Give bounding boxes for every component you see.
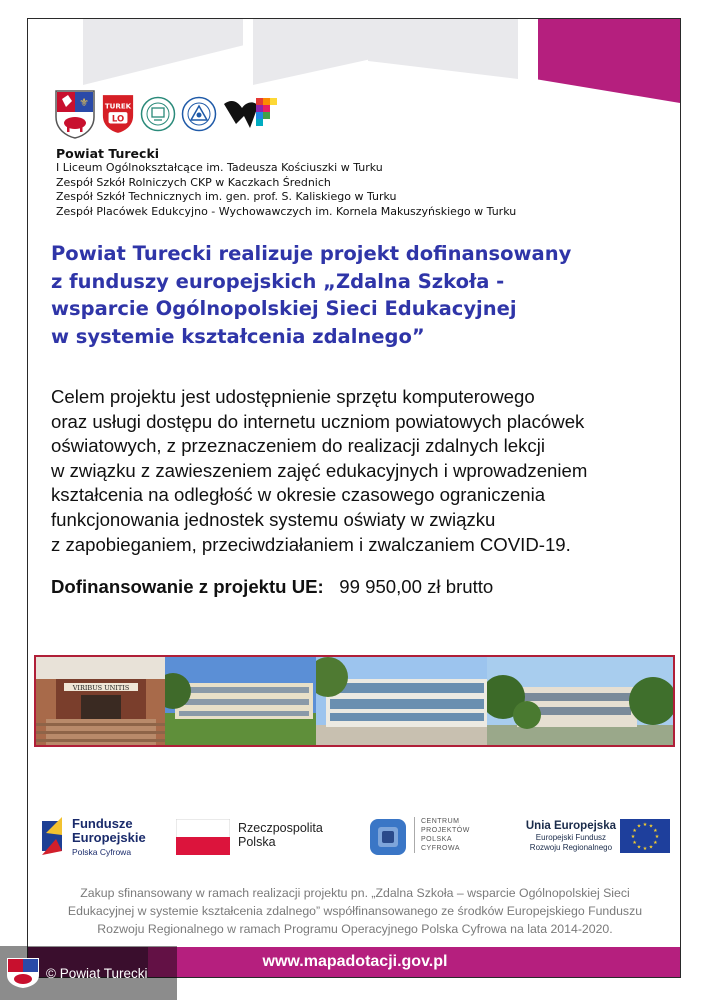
svg-text:★: ★: [642, 846, 648, 852]
ue-title: Unia Europejska: [525, 820, 616, 832]
svg-text:★: ★: [632, 840, 637, 846]
cpp-puzzle-icon: [368, 817, 408, 857]
credit-text: © Powiat Turecki: [46, 965, 148, 981]
funding-amount: [51, 576, 493, 598]
unia-europejska-logo: [512, 819, 670, 863]
organization-title: Powiat Turecki: [56, 146, 160, 161]
svg-text:★: ★: [653, 840, 658, 846]
headline-line: wsparcie Ogólnopolskiej Sieci Edukacyjnej: [51, 297, 517, 320]
magenta-corner-shape: [538, 19, 680, 103]
ue-line-1: Europejski Fundusz: [535, 833, 607, 842]
disclaimer-line: Zakup sfinansowany w ramach realizacji projektu pn. „Zdalna Szkoła – wsparcie Ogólnopolskiej Sieci: [80, 886, 630, 900]
zpe-w-logo-icon: [222, 94, 280, 134]
project-description: [51, 385, 671, 557]
turek-lo-logo-icon: [101, 93, 135, 135]
svg-text:★: ★: [648, 823, 654, 830]
polish-flag-icon: [176, 819, 230, 855]
school-photos-strip: [34, 655, 675, 747]
organization-line: Zespół Szkół Technicznych im. gen. prof. S. Kaliskiego w Turku: [56, 190, 397, 203]
turek-badge-text: TUREK: [104, 101, 132, 111]
rp-line-2: Polska: [238, 835, 276, 849]
mapadotacji-url-link[interactable]: www.mapadotacji.gov.pl: [262, 953, 448, 970]
fundusze-europejskie-icon: [40, 815, 70, 859]
school-photo-building-2: [316, 657, 487, 745]
powiat-turecki-coat-of-arms-icon: [54, 89, 96, 139]
funders-logos: [40, 813, 670, 863]
school-photo-building-1: [165, 657, 316, 745]
organization-line: Zespół Placówek Edukcyjno - Wychowawczych im. Kornela Makuszyńskiego w Turku: [56, 204, 517, 218]
fe-subtitle: Polska Cyfrowa: [72, 847, 132, 857]
eu-flag-icon: [620, 819, 670, 853]
photo-credit: [0, 946, 177, 1000]
svg-text:★: ★: [630, 834, 636, 840]
svg-text:⚜: ⚜: [79, 96, 89, 109]
rzeczpospolita-polska-logo: [176, 817, 346, 861]
cpp-line-1: CENTRUM: [421, 818, 460, 825]
description-line: oświatowych, z przeznaczeniem do realizacji zdalnych lekcji: [51, 435, 545, 457]
zsr-ckp-logo-icon: [140, 96, 176, 132]
fundusze-europejskie-logo: [40, 815, 170, 861]
funding-value: 99 950,00 zł brutto: [339, 576, 494, 597]
headline-line: Powiat Turecki realizuje projekt dofinansowany: [51, 242, 572, 265]
cpp-line-3: POLSKA: [421, 836, 453, 843]
financing-disclaimer: [34, 884, 676, 938]
fe-title-line-2: Europejskie: [72, 830, 146, 845]
svg-text:★: ★: [653, 828, 658, 834]
description-line: oraz usługi dostępu do internetu uczniom powiatowych placówek: [51, 410, 585, 432]
project-headline: [51, 240, 666, 350]
photo-sign-text: VIRIBUS UNITIS: [72, 684, 130, 692]
decorative-shape: [253, 19, 373, 85]
headline-line: z funduszy europejskich „Zdalna Szkoła -: [51, 269, 505, 293]
description-line: w związku z zawieszeniem zajęć edukacyjnych i wprowadzeniem: [51, 459, 588, 481]
svg-text:★: ★: [648, 844, 654, 851]
fe-title-line-1: Fundusze: [72, 816, 133, 831]
decorative-shape: [83, 19, 243, 85]
poster: [27, 18, 681, 978]
school-photo-building-3: [487, 657, 673, 745]
svg-text:★: ★: [636, 844, 642, 851]
cpp-line-4: CYFROWA: [421, 845, 461, 852]
cpp-line-2: PROJEKTÓW: [421, 827, 470, 834]
description-line: funkcjonowania jednostek systemu oświaty w związku: [51, 508, 496, 530]
svg-text:★: ★: [642, 822, 648, 828]
ue-line-2: Rozwoju Regionalnego: [529, 843, 613, 852]
organizations-block: [56, 146, 656, 219]
disclaimer-line: Rozwoju Regionalnego w ramach Programu Operacyjnego Polska Cyfrowa na lata 2014-2020.: [97, 922, 613, 936]
funding-label: Dofinansowanie z projektu UE:: [51, 576, 324, 597]
description-line: z zapobieganiem, przeciwdziałaniem i zwalczaniem COVID-19.: [51, 533, 571, 555]
description-line: kształcenia na odległość w okresie czasowego ograniczenia: [51, 484, 546, 506]
turek-lo-text: LO: [111, 114, 125, 125]
svg-text:★: ★: [632, 828, 637, 834]
headline-line: w systemie kształcenia zdalnego”: [51, 324, 425, 348]
svg-text:★: ★: [654, 834, 660, 840]
organization-line: Zespół Szkół Rolniczych CKP w Kaczkach Średnich: [56, 175, 331, 189]
school-photo-entrance: [36, 657, 165, 745]
decorative-shape: [368, 19, 518, 79]
zst-logo-icon: [181, 96, 217, 132]
disclaimer-line: Edukacyjnej w systemie kształcenia zdalnego” współfinansowanego ze środków Europejskiego Funduszu: [67, 904, 643, 918]
centrum-projektow-polska-cyfrowa-logo: [368, 815, 508, 861]
school-logos: [54, 89, 280, 139]
rp-line-1: Rzeczpospolita: [238, 821, 323, 835]
svg-text:★: ★: [636, 823, 642, 830]
description-line: Celem projektu jest udostępnienie sprzętu komputerowego: [51, 386, 535, 407]
organization-line: I Liceum Ogólnokształcące im. Tadeusza Kościuszki w Turku: [56, 161, 383, 174]
powiat-turecki-crest-icon: [6, 957, 40, 989]
